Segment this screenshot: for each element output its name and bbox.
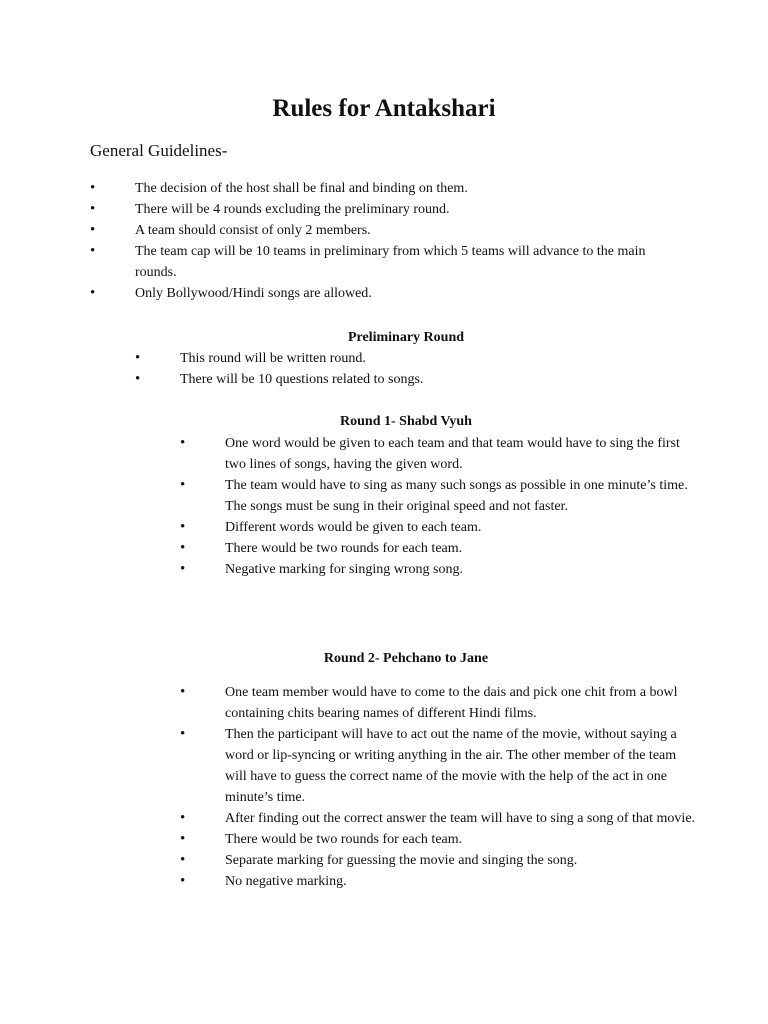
document-title: Rules for Antakshari xyxy=(272,95,496,122)
list-item: • No negative marking. xyxy=(180,871,700,892)
list-item: • Only Bollywood/Hindi songs are allowed. xyxy=(90,283,670,304)
list-item: • The team cap will be 10 teams in preliminary from which 5 teams will advance to the main rounds. xyxy=(90,241,670,283)
list-item: • The decision of the host shall be final and binding on them. xyxy=(90,178,670,199)
list-item: • One team member would have to come to the dais and pick one chit from a bowl containing chits bearing names of different Hindi films. xyxy=(180,682,700,724)
general-guidelines-list xyxy=(90,178,670,304)
round-2-heading: Round 2- Pehchano to Jane xyxy=(323,651,489,666)
preliminary-round-list xyxy=(135,348,695,390)
list-item: • Then the participant will have to act out the name of the movie, without saying a word or lip-syncing or writing anything in the air. The other member of the team will have to guess the correct name of the movie with the help of the act in one minute’s time. xyxy=(180,724,700,808)
round-1-list xyxy=(180,433,700,580)
list-item: • This round will be written round. xyxy=(135,348,695,369)
list-item: • After finding out the correct answer the team will have to sing a song of that movie. xyxy=(180,808,700,829)
list-item: • Separate marking for guessing the movie and singing the song. xyxy=(180,850,700,871)
list-item: • One word would be given to each team and that team would have to sing the first two lines of songs, having the given word. xyxy=(180,433,700,475)
list-item: • The team would have to sing as many such songs as possible in one minute’s time. The songs must be sung in their original speed and not faster. xyxy=(180,475,700,517)
round-1-heading: Round 1- Shabd Vyuh xyxy=(340,414,472,429)
round-2-list xyxy=(180,682,700,892)
list-item: • Negative marking for singing wrong song. xyxy=(180,559,700,580)
general-guidelines-heading: General Guidelines- xyxy=(90,141,228,160)
list-item: • There would be two rounds for each team. xyxy=(180,829,700,850)
list-item: • A team should consist of only 2 members. xyxy=(90,220,670,241)
list-item: • There will be 10 questions related to songs. xyxy=(135,369,695,390)
preliminary-round-heading: Preliminary Round xyxy=(347,330,465,345)
list-item: • Different words would be given to each team. xyxy=(180,517,700,538)
list-item: • There will be 4 rounds excluding the preliminary round. xyxy=(90,199,670,220)
list-item: • There would be two rounds for each team. xyxy=(180,538,700,559)
